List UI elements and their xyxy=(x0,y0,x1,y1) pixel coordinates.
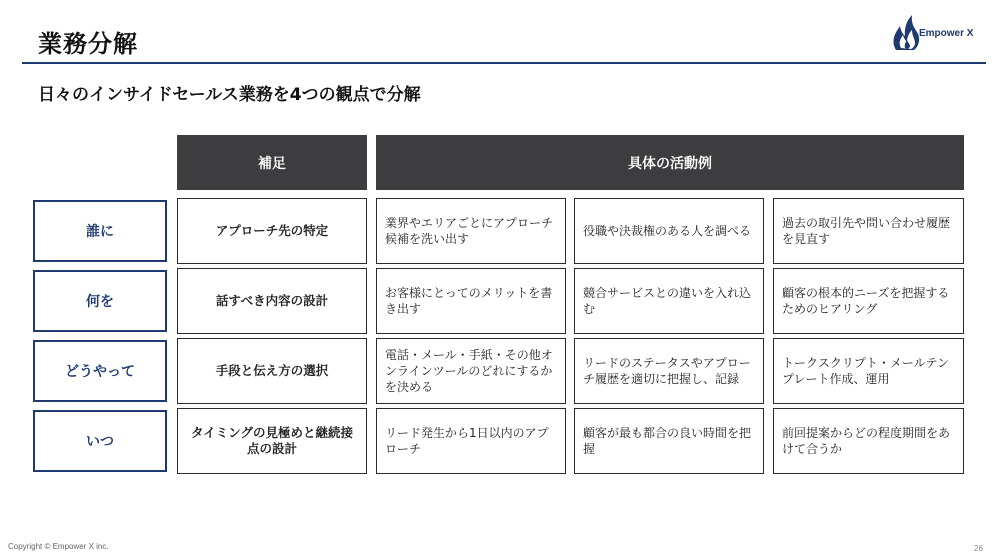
header-activities: 具体の活動例 xyxy=(376,135,964,190)
activity-cell: リードのステータスやアプローチ履歴を適切に把握し、記録 xyxy=(574,338,764,404)
row-label-when: いつ xyxy=(33,410,167,472)
page-title: 業務分解 xyxy=(38,30,138,58)
slide-subtitle: 日々のインサイドセールス業務を4つの観点で分解 xyxy=(38,85,421,105)
row-label-what: 何を xyxy=(33,270,167,332)
row-label-who: 誰に xyxy=(33,200,167,262)
copyright-footer: Copyright © Empower X inc. xyxy=(8,542,109,551)
supplement-cell: 手段と伝え方の選択 xyxy=(177,338,367,404)
activity-cell: お客様にとってのメリットを書き出す xyxy=(376,268,566,334)
flame-logo-icon xyxy=(892,14,922,52)
title-divider xyxy=(22,62,986,64)
activity-cell: 電話・メール・手紙・その他オンラインツールのどれにするかを決める xyxy=(376,338,566,404)
company-logo xyxy=(892,14,978,52)
supplement-cell: アプローチ先の特定 xyxy=(177,198,367,264)
activity-cell: 前回提案からどの程度期間をあけて合うか xyxy=(773,408,964,474)
activity-cell: リード発生から1日以内のアプローチ xyxy=(376,408,566,474)
logo-wordmark: Empower X xyxy=(919,28,974,39)
activity-cell: 過去の取引先や問い合わせ履歴を見直す xyxy=(773,198,964,264)
activity-cell: 競合サービスとの違いを入れ込む xyxy=(574,268,764,334)
activity-cell: 業界やエリアごとにアプローチ候補を洗い出す xyxy=(376,198,566,264)
activity-cell: トークスクリプト・メールテンプレート作成、運用 xyxy=(773,338,964,404)
supplement-cell: タイミングの見極めと継続接点の設計 xyxy=(177,408,367,474)
page-number: 26 xyxy=(974,544,983,553)
supplement-cell: 話すべき内容の設計 xyxy=(177,268,367,334)
activity-cell: 役職や決裁権のある人を調べる xyxy=(574,198,764,264)
activity-cell: 顧客が最も都合の良い時間を把握 xyxy=(574,408,764,474)
row-label-how: どうやって xyxy=(33,340,167,402)
activity-cell: 顧客の根本的ニーズを把握するためのヒアリング xyxy=(773,268,964,334)
header-supplement: 補足 xyxy=(177,135,367,190)
